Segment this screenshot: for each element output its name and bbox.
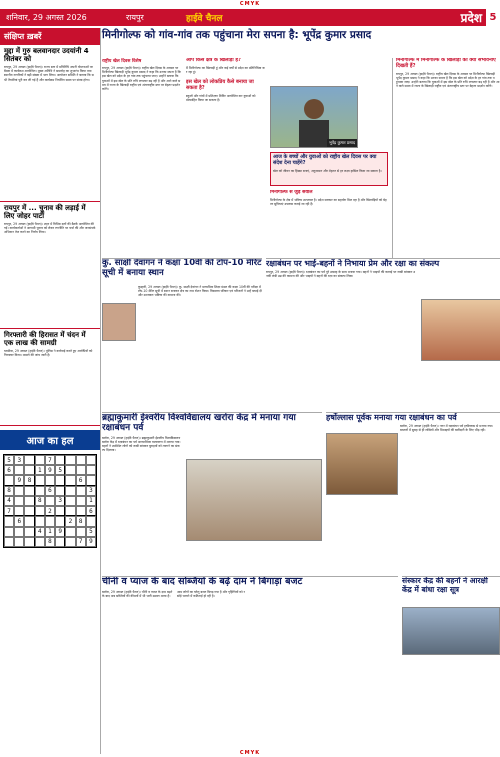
- right-col-title: मिनीगोल्फ में मिनीगोल्फ के खिलाड़ी की क्या संभावनाएं दिखती हैं?: [396, 58, 496, 69]
- festival-story: [326, 412, 500, 573]
- brand-name: हाईवे चैनल: [186, 14, 223, 24]
- sudoku-cell: [24, 496, 34, 506]
- sudoku-cell: 8: [76, 516, 86, 526]
- price-story: [102, 576, 398, 753]
- sudoku-cell: 4: [4, 496, 14, 506]
- sudoku-cell: [24, 465, 34, 475]
- sudoku-cell: [24, 455, 34, 465]
- sudoku-cell: [24, 486, 34, 496]
- rakshabandhan-story-title: रक्षाबंधन पर भाई-बहनों ने निभाया प्रेम और रक्षा का संकल्प: [266, 259, 440, 268]
- sudoku-cell: [35, 455, 45, 465]
- issue-date: शनिवार, 29 अगस्त 2026: [6, 13, 87, 22]
- photo-caption: भूपेंद्र कुमार प्रसाद: [328, 140, 355, 145]
- sudoku-cell: [55, 516, 65, 526]
- page-number: 5: [486, 9, 500, 26]
- cmyk-marker-top: CMYK: [239, 1, 261, 7]
- brief-body: रायपुर, 29 अगस्त (हाईवे चैनल)। शहर में विभिन्न दलों की बैठकें आयोजित की गईं। कार्यकर्ताओं ने आगामी चुनाव को लेकर रणनीति पर चर्चा की और जनसंपर्क अभियान तेज करने का निर्णय लिया।: [4, 222, 96, 235]
- sudoku-cell: 7: [76, 537, 86, 547]
- sudoku-cell: 3: [55, 496, 65, 506]
- sudoku-cell: [65, 537, 75, 547]
- right-qa-column: [392, 58, 500, 258]
- sudoku-cell: [35, 506, 45, 516]
- sudoku-cell: [45, 475, 55, 485]
- sudoku-cell: [24, 527, 34, 537]
- brahmakumari-story: [102, 412, 322, 573]
- brief-title: मुद्दा में गुरु बलवानदार उदयांनी 4 सितंबर को: [4, 47, 89, 63]
- right-col-body: रायपुर, 29 अगस्त (हाईवे चैनल)। राष्ट्रीय खेल दिवस के अवसर पर मिनीगोल्फ खिलाड़ी भूपेंद्र कुमार प्रसाद ने कहा कि उनका सपना है कि इस खेल को प्रदेश के हर गांव तक पहुंचाया जाए। उन्होंने बताया कि युवाओं में इस खेल के प्रति रुचि लगातार बढ़ रही है और आने वाले समय में राज्य के खिलाड़ी राष्ट्रीय एवं अंतरराष्ट्रीय स्तर पर बेहतर प्रदर्शन करेंगे।: [396, 71, 500, 89]
- rakshabandhan-story: [266, 258, 500, 409]
- sidebar-body: मिनीगोल्फ के क्षेत्र में भविष्य उज्जवल है। प्रदेश सरकार का सहयोग मिल रहा है और खिलाड़ियों को बेहतर सुविधाएं उपलब्ध कराई जा रही हैं।: [270, 197, 387, 206]
- price-story-body: खरोरा, 29 अगस्त (हाईवे चैनल)। चीनी व प्याज के दाम बढ़ने के बाद अब सब्जियों की कीमतों में भी भारी उछाल आया है। आम लोगों का घरेलू बजट बिगड़ गया है और गृहिणियों को रसोई चलाने में कठिनाई हो रही है।: [102, 589, 245, 599]
- sudoku-cell: 7: [4, 506, 14, 516]
- sudoku-cell: [55, 455, 65, 465]
- price-story-title: चीनी व प्याज के बाद सब्जियों के बढ़े दाम ने बिगाड़ा बजट: [102, 576, 303, 587]
- rakhi-photo: [421, 299, 500, 361]
- briefs-heading: संक्षिप्त ख़बरें: [0, 28, 100, 45]
- sudoku-cell: [55, 506, 65, 516]
- sudoku-cell: [4, 475, 14, 485]
- sudoku-cell: 5: [4, 455, 14, 465]
- rakshabandhan-story-body: रायपुर, 29 अगस्त (हाईवे चैनल)। रक्षाबंधन का पर्व पूरे उत्साह के साथ मनाया गया। बहनों ने भाइयों की कलाई पर राखी बांधकर उनकी लंबी उम्र की कामना की और भाइयों ने बहनों की रक्षा का संकल्प लिया।: [266, 270, 416, 279]
- sudoku-grid: [3, 454, 97, 548]
- brief-item: [0, 329, 100, 426]
- brahmakumari-photo: [186, 459, 322, 541]
- sidebar-title: मिनीगोल्फ से जुड़े सवाल: [270, 190, 313, 195]
- qa-question: आप किस क्षेत्र के खिलाड़ी हैं?: [186, 58, 241, 63]
- sudoku-cell: [76, 527, 86, 537]
- sudoku-cell: 8: [35, 496, 45, 506]
- section-title: प्रदेश: [460, 11, 482, 25]
- sudoku-cell: [65, 465, 75, 475]
- sudoku-cell: [14, 537, 24, 547]
- sudoku-cell: [55, 486, 65, 496]
- sudoku-cell: 8: [4, 486, 14, 496]
- highlight-box: [270, 152, 388, 186]
- sudoku-cell: 3: [86, 486, 96, 496]
- sudoku-cell: [24, 537, 34, 547]
- sudoku-cell: 4: [35, 527, 45, 537]
- sidebar-story: [270, 190, 388, 250]
- sudoku-cell: [76, 465, 86, 475]
- sudoku-cell: [76, 506, 86, 516]
- sudoku-cell: [86, 455, 96, 465]
- sudoku-cell: [24, 506, 34, 516]
- sudoku-cell: 2: [45, 506, 55, 516]
- festival-photo: [326, 433, 398, 495]
- sudoku-cell: [76, 486, 86, 496]
- main-content: [102, 28, 500, 754]
- sudoku-cell: 3: [14, 455, 24, 465]
- sudoku-cell: [65, 455, 75, 465]
- festival-story-title: हर्षोल्लास पूर्वक मनाया गया रक्षाबंधन का पर्व: [326, 413, 457, 422]
- sudoku-cell: [35, 486, 45, 496]
- highlight-question: आज के बच्चों और युवाओं को राष्ट्रीय खेल दिवस पर क्या संदेश देना चाहेंगे?: [273, 154, 377, 166]
- police-rakhi-title: संस्कार केंद्र की बहनों ने आरक्षी केंद्र में बांधा रक्षा सूत्र: [402, 576, 488, 594]
- sudoku-cell: [14, 465, 24, 475]
- brief-body: रायपुर, 29 अगस्त (हाईवे चैनल)। राज्य स्तर में प्रतिनिधि अपनी योजनाओं पर बैठक में कार्यक्रम आयोजित। मुख्य अतिथि ने समारोह का शुभारंभ किया तथा स्थानीय नागरिकों ने बड़ी संख्या में भाग लिया। आयोजन समिति ने बताया कि सभी तैयारियां पूरी कर ली गई हैं और कार्यक्रम निर्धारित समय पर संपन्न होगा।: [4, 65, 94, 82]
- sudoku-cell: [45, 496, 55, 506]
- lead-body: रायपुर, 29 अगस्त (हाईवे चैनल)। राष्ट्रीय खेल दिवस के अवसर पर मिनीगोल्फ खिलाड़ी भूपेंद्र कुमार प्रसाद ने कहा कि उनका सपना है कि इस खेल को प्रदेश के हर गांव तक पहुंचाया जाए। उन्होंने बताया कि युवाओं में इस खेल के प्रति रुचि लगातार बढ़ रही है और आने वाले समय में राज्य के खिलाड़ी राष्ट्रीय एवं अंतरराष्ट्रीय स्तर पर बेहतर प्रदर्शन करेंगे।: [102, 66, 181, 92]
- sudoku-cell: [14, 506, 24, 516]
- puzzle-heading: आज का हल: [0, 430, 100, 450]
- sudoku-cell: [86, 465, 96, 475]
- brief-body: धरसीवा, 29 अगस्त (हाईवे चैनल)। पुलिस ने कार्रवाई करते हुए आरोपियों को गिरफ्तार किया। मामले की जांच जारी है।: [4, 349, 93, 358]
- sudoku-cell: 5: [86, 527, 96, 537]
- sudoku-cell: [14, 527, 24, 537]
- sudoku-cell: [35, 537, 45, 547]
- sudoku-cell: [65, 506, 75, 516]
- lead-byline: राष्ट्रीय खेल दिवस विशेष: [102, 59, 142, 64]
- sudoku-cell: [14, 486, 24, 496]
- brahmakumari-story-title: ब्रह्माकुमारी ईश्वरीय विश्वविद्यालय खरोरा केंद्र में मनाया गया रक्षाबंधन पर्व: [102, 413, 296, 434]
- sudoku-cell: 9: [86, 537, 96, 547]
- student-photo: [102, 303, 136, 341]
- sudoku-cell: [35, 475, 45, 485]
- sudoku-cell: 2: [65, 516, 75, 526]
- lead-photo: [270, 86, 358, 148]
- lead-story-col1: [102, 58, 182, 248]
- sudoku-cell: 9: [14, 475, 24, 485]
- brief-title: गिरफ्तारी की हिरासत में चंदन में एक लाख की सामग्री: [4, 331, 86, 347]
- lead-story-col2: [186, 58, 266, 248]
- student-story-body: कुम्हारी, 29 अगस्त (हाईवे चैनल)। कु. साक्षी देवांगन ने माध्यमिक शिक्षा मंडल की कक्षा 10वीं की परीक्षा में टॉप-10 मेरिट सूची में स्थान बनाकर क्षेत्र का नाम रोशन किया। विद्यालय परिवार एवं परिजनों ने उन्हें बधाई दी और उज्जवल भविष्य की कामना की।: [138, 284, 262, 297]
- sudoku-cell: 1: [35, 465, 45, 475]
- cmyk-marker-bottom: CMYK: [239, 750, 261, 756]
- edition-city: रायपुर: [126, 13, 144, 22]
- brief-item: [0, 202, 100, 329]
- brahmakumari-story-body: खरोरा, 29 अगस्त (हाईवे चैनल)। ब्रह्माकुमारी ईश्वरीय विश्वविद्यालय खरोरा केंद्र में रक्षाबंधन का पर्व आध्यात्मिक वातावरण में मनाया गया। बहनों ने उपस्थित लोगों को राखी बांधकर बुराइयों को त्यागने का संकल्प दिलाया।: [102, 435, 181, 453]
- sudoku-cell: 6: [76, 475, 86, 485]
- qa-answer: स्कूलों और गांवों में प्रशिक्षण शिविर आयोजित कर युवाओं को प्रोत्साहित किया जा सकता है।: [186, 93, 256, 102]
- sudoku-cell: 8: [24, 475, 34, 485]
- sudoku-cell: 5: [55, 465, 65, 475]
- sudoku-cell: [55, 475, 65, 485]
- festival-story-body: खरोरा, 29 अगस्त (हाईवे चैनल)। नगर में रक्षाबंधन पर्व हर्षोल्लास से मनाया गया। बाजारों में सुबह से ही राखियों और मिठाइयों की खरीदारी के लिए भीड़ रही।: [400, 424, 494, 433]
- sudoku-cell: [65, 496, 75, 506]
- sudoku-cell: [65, 527, 75, 537]
- sudoku-cell: 1: [86, 496, 96, 506]
- sudoku-cell: [65, 486, 75, 496]
- masthead: [0, 9, 500, 26]
- brief-item: [0, 45, 100, 202]
- sudoku-cell: [4, 527, 14, 537]
- lead-headline: मिनीगोल्फ को गांव-गांव तक पहुंचाना मेरा सपना है: भूपेंद्र कुमार प्रसाद: [102, 29, 372, 41]
- qa-answer: मैं मिनीगोल्फ का खिलाड़ी हूं और कई वर्षों से प्रदेश का प्रतिनिधित्व कर रहा हूं।: [186, 65, 265, 74]
- sudoku-cell: [35, 516, 45, 526]
- sudoku-cell: 9: [55, 527, 65, 537]
- sudoku-cell: 1: [45, 527, 55, 537]
- sudoku-cell: [76, 455, 86, 465]
- qa-question: इस खेल को लोकप्रिय कैसे बनाया जा सकता है?: [186, 79, 254, 91]
- brief-title: रायपुर में ... चुनाव की लड़ाई में लिए जोहर पार्टी: [4, 204, 86, 220]
- student-story: [102, 258, 262, 409]
- police-rakhi-story: [402, 576, 500, 753]
- sudoku-cell: [86, 516, 96, 526]
- sudoku-cell: [55, 537, 65, 547]
- sudoku-cell: [4, 537, 14, 547]
- student-story-title: कु. साक्षी देवांगन ने कक्षा 10वीं की टॉप-10 मेरिट सूची में बनाया स्थान: [102, 258, 262, 278]
- sudoku-cell: 9: [45, 465, 55, 475]
- sudoku-cell: 6: [14, 516, 24, 526]
- sudoku-cell: [45, 516, 55, 526]
- sudoku-cell: [14, 496, 24, 506]
- sudoku-cell: 6: [86, 506, 96, 516]
- person-photo-icon: [271, 87, 357, 147]
- sudoku-cell: [86, 475, 96, 485]
- sudoku-cell: [76, 496, 86, 506]
- sudoku-cell: 7: [45, 455, 55, 465]
- sudoku-cell: [65, 475, 75, 485]
- left-column: [0, 28, 101, 754]
- sudoku-cell: 6: [4, 465, 14, 475]
- sudoku-cell: [24, 516, 34, 526]
- highlight-answer: खेल को जीवन का हिस्सा बनाएं, अनुशासन और मेहनत से हर लक्ष्य हासिल किया जा सकता है।: [273, 168, 382, 173]
- sudoku-cell: [4, 516, 14, 526]
- police-rakhi-photo: [402, 607, 500, 655]
- sudoku-cell: 8: [45, 537, 55, 547]
- sudoku-cell: 6: [45, 486, 55, 496]
